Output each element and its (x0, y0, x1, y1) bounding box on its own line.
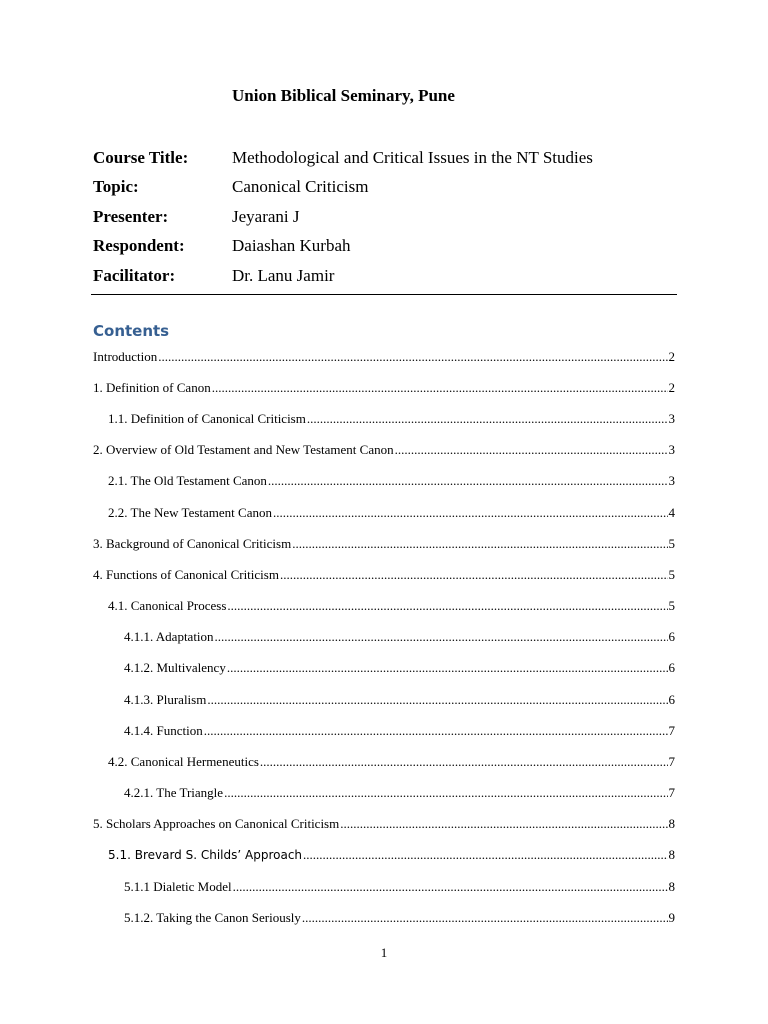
dot-leader (227, 659, 668, 677)
topic-value: Canonical Criticism (232, 177, 369, 197)
respondent-value: Daiashan Kurbah (232, 236, 351, 256)
dot-leader (260, 753, 668, 771)
toc-entry-title: 4.1.4. Function (124, 723, 203, 738)
facilitator-label: Facilitator: (93, 265, 176, 285)
facilitator-row (93, 261, 683, 291)
toc-entry-page: 6 (668, 629, 675, 644)
dot-leader (292, 535, 667, 553)
toc-entry-title: 5.1.1 Dialetic Model (124, 879, 232, 894)
toc-entry-page: 7 (668, 754, 675, 769)
toc-heading: Contents (93, 322, 170, 340)
course-title-row (93, 143, 683, 173)
toc-entry-title: 2. Overview of Old Testament and New Testament Canon (93, 442, 394, 457)
dot-leader (268, 472, 668, 490)
toc-entry-functions-canonical-criticism[interactable] (93, 566, 675, 584)
toc-entry-page: 7 (668, 723, 675, 738)
horizontal-divider (91, 294, 677, 295)
presenter-value: Jeyarani J (232, 206, 300, 226)
toc-entry-page: 3 (668, 411, 675, 426)
toc-entry-page: 9 (668, 910, 675, 925)
toc-entry-title: 5. Scholars Approaches on Canonical Criticism (93, 816, 340, 831)
toc-entry-canonical-hermeneutics[interactable] (93, 753, 675, 771)
toc-entry-background-canonical-criticism[interactable] (93, 535, 675, 553)
dot-leader (273, 504, 668, 522)
toc-entry-page: 8 (668, 847, 675, 862)
toc-entry-title: 4.1.3. Pluralism (124, 692, 207, 707)
toc-entry-title: 5.1.2. Taking the Canon Seriously (124, 910, 301, 925)
dot-leader (224, 784, 667, 802)
dot-leader (207, 691, 667, 709)
course-info (93, 143, 683, 291)
toc-entry-title: 4.1.1. Adaptation (124, 629, 214, 644)
institution-title: Union Biblical Seminary, Pune (232, 86, 455, 105)
toc-entry-title: 4.1.2. Multivalency (124, 660, 226, 675)
dot-leader (340, 815, 667, 833)
toc-entry-page: 3 (668, 442, 675, 457)
topic-label: Topic: (93, 177, 139, 197)
toc-entry-the-triangle[interactable] (93, 784, 675, 802)
toc-entry-multivalency[interactable] (93, 659, 675, 677)
toc-entry-childs-approach[interactable] (93, 846, 675, 864)
toc-entry-page: 4 (668, 505, 675, 520)
dot-leader (302, 909, 668, 927)
toc-entry-canonical-process[interactable] (93, 597, 675, 615)
toc-entry-page: 5 (668, 567, 675, 582)
toc-entry-title: 1. Definition of Canon (93, 380, 211, 395)
toc-entry-pluralism[interactable] (93, 691, 675, 709)
dot-leader (395, 441, 668, 459)
dot-leader (280, 566, 668, 584)
toc-entry-page: 8 (668, 879, 675, 894)
toc-entry-old-testament-canon[interactable] (93, 472, 675, 490)
topic-row (93, 173, 683, 203)
dot-leader (215, 628, 668, 646)
toc-entry-page: 2 (668, 380, 675, 395)
toc-entry-title: 3. Background of Canonical Criticism (93, 536, 292, 551)
presenter-row (93, 202, 683, 232)
toc-entry-scholars-approaches[interactable] (93, 815, 675, 833)
toc-entry-introduction[interactable] (93, 348, 675, 366)
toc-entry-page: 2 (668, 349, 675, 364)
toc-entry-dialetic-model[interactable] (93, 878, 675, 896)
toc-entry-title: 2.2. The New Testament Canon (108, 505, 272, 520)
toc-entry-title: 4. Functions of Canonical Criticism (93, 567, 279, 582)
toc-entry-definition-of-canonical-criticism[interactable] (93, 410, 675, 428)
toc-entry-new-testament-canon[interactable] (93, 504, 675, 522)
facilitator-value: Dr. Lanu Jamir (232, 265, 335, 285)
toc-entry-page: 3 (668, 473, 675, 488)
toc-entry-adaptation[interactable] (93, 628, 675, 646)
dot-leader (303, 846, 667, 864)
dot-leader (204, 722, 668, 740)
toc-entry-title: 1.1. Definition of Canonical Criticism (108, 411, 306, 426)
toc-entry-title: 4.2.1. The Triangle (124, 785, 224, 800)
toc-entry-overview-ot-nt-canon[interactable] (93, 441, 675, 459)
course-title-value: Methodological and Critical Issues in the NT Studies (232, 147, 593, 167)
dot-leader (227, 597, 667, 615)
toc-entry-page: 7 (668, 785, 675, 800)
toc-entry-definition-of-canon[interactable] (93, 379, 675, 397)
toc-entry-function[interactable] (93, 722, 675, 740)
page-number: 1 (380, 945, 388, 960)
dot-leader (158, 348, 667, 366)
dot-leader (233, 878, 668, 896)
toc-entry-page: 8 (668, 816, 675, 831)
toc-entry-title: 4.2. Canonical Hermeneutics (108, 754, 259, 769)
toc-entry-title: 2.1. The Old Testament Canon (108, 473, 267, 488)
course-title-label: Course Title: (93, 147, 189, 167)
dot-leader (212, 379, 668, 397)
toc-entry-title: Introduction (93, 349, 158, 364)
toc-entry-page: 5 (668, 598, 675, 613)
toc-entry-title: 5.1. Brevard S. Childs’ Approach (108, 848, 303, 862)
respondent-label: Respondent: (93, 236, 185, 256)
toc-entry-page: 6 (668, 692, 675, 707)
toc-entry-title: 4.1. Canonical Process (108, 598, 227, 613)
toc-entry-taking-canon-seriously[interactable] (93, 909, 675, 927)
dot-leader (307, 410, 668, 428)
toc-entry-page: 5 (668, 536, 675, 551)
toc-entry-page: 6 (668, 660, 675, 675)
presenter-label: Presenter: (93, 206, 169, 226)
respondent-row (93, 232, 683, 262)
